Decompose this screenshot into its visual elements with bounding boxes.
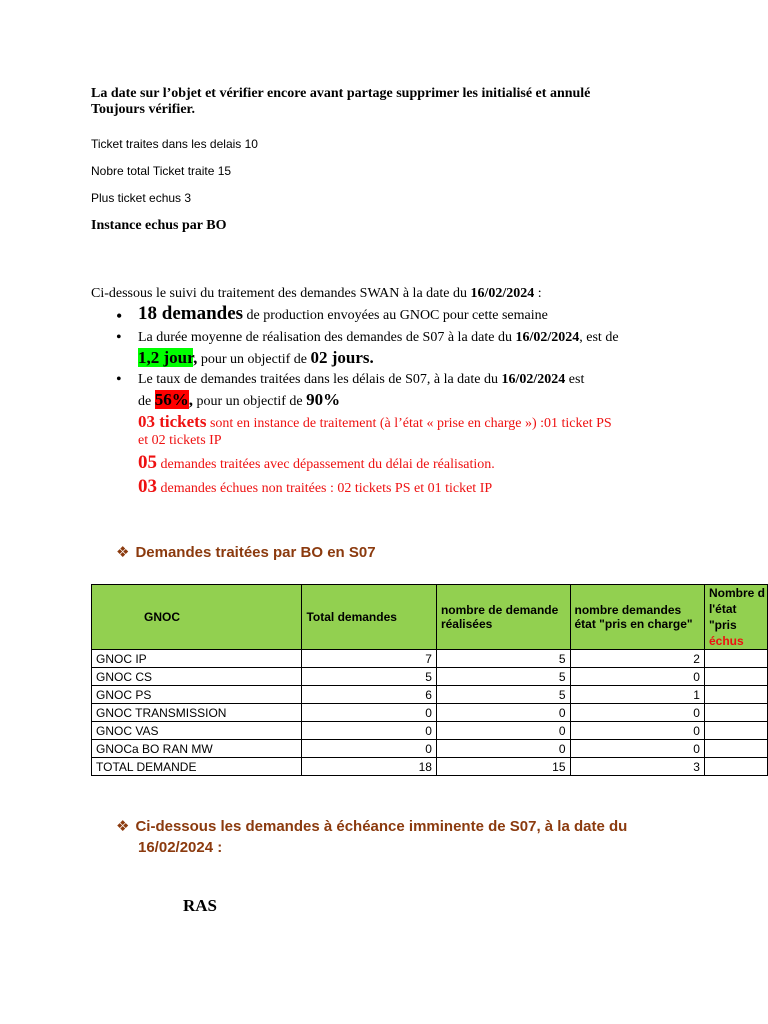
bullet-duree xyxy=(138,330,619,346)
row-value-echus xyxy=(704,668,767,686)
row-label: GNOC VAS xyxy=(92,722,302,740)
note-line-1: La date sur l’objet et vérifier encore avant partage supprimer les initialisé et annulé xyxy=(91,86,591,101)
row-value: 1 xyxy=(570,686,704,704)
duree-obj-value: 02 jours. xyxy=(310,348,374,367)
duree-date: 16/02/2024 xyxy=(515,330,580,345)
col-echus-line1: Nombre d xyxy=(708,586,765,600)
row-value-echus xyxy=(704,740,767,758)
taux-text: Le taux de demandes traitées dans les délais de S07, à la date du xyxy=(138,372,502,387)
demandes-table xyxy=(91,584,768,776)
row-value: 0 xyxy=(436,722,570,740)
table-row xyxy=(92,722,768,740)
duree-text: La durée moyenne de réalisation des demandes de S07 à la date du xyxy=(138,330,516,345)
duree-post: , est de xyxy=(579,330,619,345)
row-label: GNOC IP xyxy=(92,650,302,668)
echues-count: 03 xyxy=(138,476,157,497)
table-row xyxy=(92,686,768,704)
row-label: TOTAL DEMANDE xyxy=(92,758,302,776)
section-title-line2: 16/02/2024 : xyxy=(138,839,223,856)
col-gnoc: GNOC xyxy=(92,585,302,650)
row-value: 0 xyxy=(570,740,704,758)
taux-obj-value: 90% xyxy=(306,390,341,409)
intro-text: Ci-dessous le suivi du traitement des demandes SWAN à la date du xyxy=(91,286,471,301)
row-value: 7 xyxy=(302,650,436,668)
col-pris-en-charge: nombre demandes état "pris en charge" xyxy=(570,585,704,650)
echues-text: demandes échues non traitées : 02 tickets PS et 01 ticket IP xyxy=(157,481,493,496)
stat-echus: Plus ticket echus 3 xyxy=(91,191,192,205)
diamond-bullet-icon: ❖ xyxy=(116,544,130,561)
bullet-dot: • xyxy=(116,306,123,326)
section-title-line1: Ci-dessous les demandes à échéance imminente de S07, à la date du xyxy=(135,818,628,835)
taux-date: 16/02/2024 xyxy=(501,372,566,387)
row-value: 0 xyxy=(302,740,436,758)
col-total: Total demandes xyxy=(302,585,436,650)
row-value: 0 xyxy=(302,704,436,722)
row-value: 0 xyxy=(570,722,704,740)
section-heading-echeance xyxy=(116,816,627,858)
taux-de: de xyxy=(138,394,155,409)
row-label: GNOC TRANSMISSION xyxy=(92,704,302,722)
duree-obj-text: pour un objectif de xyxy=(197,352,311,367)
row-value: 5 xyxy=(436,650,570,668)
table-row xyxy=(92,704,768,722)
intro-date: 16/02/2024 xyxy=(470,286,535,301)
row-value: 18 xyxy=(302,758,436,776)
row-value-echus xyxy=(704,686,767,704)
row-value: 6 xyxy=(302,686,436,704)
col-echus-line2: l'état "pris xyxy=(708,602,737,632)
stat-delais: Ticket traites dans les delais 10 xyxy=(91,137,258,151)
intro-suffix: : xyxy=(534,286,542,301)
section-title: Demandes traitées par BO en S07 xyxy=(135,544,376,561)
instance-tickets-line xyxy=(138,411,612,435)
row-value: 15 xyxy=(436,758,570,776)
instance-title: Instance echus par BO xyxy=(91,218,227,233)
instance-tickets-count: 03 tickets xyxy=(138,412,207,431)
table-row xyxy=(92,650,768,668)
depassement-count: 05 xyxy=(138,452,157,473)
instance-tickets-text: sont en instance de traitement (à l’état « prise en charge ») :01 ticket PS xyxy=(206,416,612,431)
row-value: 0 xyxy=(570,668,704,686)
row-value-echus xyxy=(704,758,767,776)
taux-comma: , xyxy=(188,390,193,409)
warning-note xyxy=(91,86,590,118)
row-value: 0 xyxy=(436,704,570,722)
row-value: 0 xyxy=(570,704,704,722)
diamond-bullet-icon: ❖ xyxy=(116,818,130,835)
row-value: 0 xyxy=(436,740,570,758)
row-label: GNOC CS xyxy=(92,668,302,686)
col-realisees: nombre de demande réalisées xyxy=(436,585,570,650)
bullet-taux xyxy=(138,372,584,388)
stat-total: Nobre total Ticket traite 15 xyxy=(91,164,232,178)
echues-line xyxy=(138,476,492,500)
row-value-echus xyxy=(704,704,767,722)
row-value: 3 xyxy=(570,758,704,776)
depassement-text: demandes traitées avec dépassement du délai de réalisation. xyxy=(157,457,495,472)
col-echus xyxy=(704,585,767,650)
table-row xyxy=(92,758,768,776)
taux-post: est xyxy=(565,372,585,387)
ras-text: RAS xyxy=(183,896,218,915)
row-value: 2 xyxy=(570,650,704,668)
col-echus-line3: échus xyxy=(708,634,744,648)
depassement-line xyxy=(138,452,495,476)
table-header-row xyxy=(92,585,768,650)
row-value-echus xyxy=(704,722,767,740)
row-value: 5 xyxy=(436,668,570,686)
bullet-dot: • xyxy=(116,329,122,346)
duree-value: 1,2 jour xyxy=(138,348,194,367)
row-value: 0 xyxy=(302,722,436,740)
intro-line xyxy=(91,286,542,302)
bullet-dot: • xyxy=(116,371,122,388)
row-value: 5 xyxy=(436,686,570,704)
demandes-text: de production envoyées au GNOC pour cette semaine xyxy=(243,308,548,323)
note-line-2: Toujours vérifier. xyxy=(91,102,195,117)
row-label: GNOCa BO RAN MW xyxy=(92,740,302,758)
row-value: 5 xyxy=(302,668,436,686)
duree-value-line xyxy=(138,347,374,371)
taux-value-line xyxy=(138,389,340,413)
section-heading-bo xyxy=(116,543,376,561)
table-row xyxy=(92,668,768,686)
instance-tickets-cont: et 02 tickets IP xyxy=(138,433,222,448)
demandes-count: 18 demandes xyxy=(138,303,244,324)
taux-value: 56% xyxy=(154,390,189,409)
row-label: GNOC PS xyxy=(92,686,302,704)
bullet-demandes xyxy=(138,302,548,328)
duree-comma: , xyxy=(193,348,198,367)
table-row xyxy=(92,740,768,758)
taux-obj-text: pour un objectif de xyxy=(192,394,307,409)
row-value-echus xyxy=(704,650,767,668)
